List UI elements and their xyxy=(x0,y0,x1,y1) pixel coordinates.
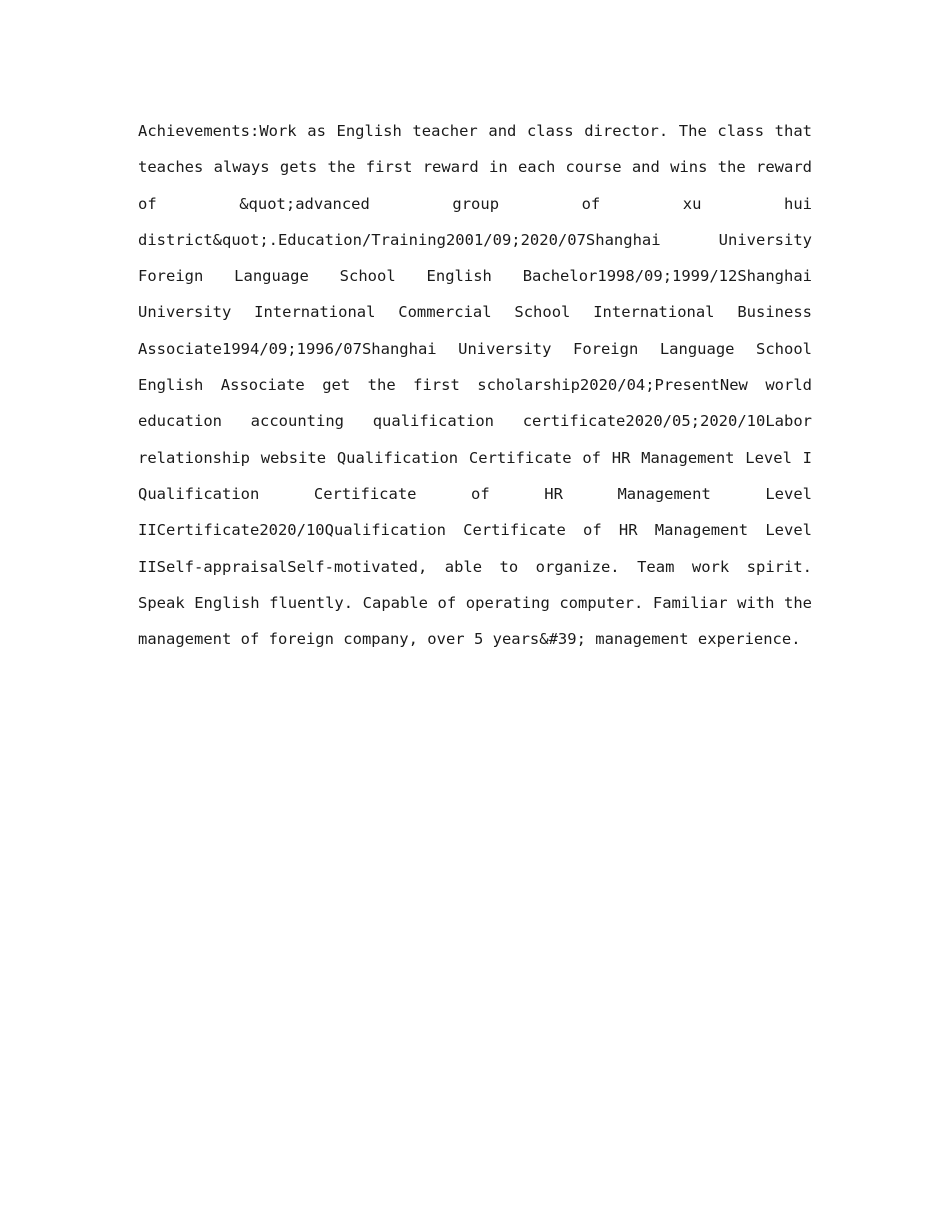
paragraph-line: English Associate get the first scholarship2020/04;PresentNew world xyxy=(138,376,812,395)
paragraph-line: Qualification Certificate of HR Management Level xyxy=(138,484,812,503)
paragraph-line: Speak English fluently. Capable of operating computer. Familiar with the xyxy=(138,593,812,612)
paragraph-line: Achievements:Work as English teacher and class director. The class that xyxy=(138,122,812,140)
paragraph-line: University International Commercial School International Business xyxy=(138,303,812,322)
body-paragraph xyxy=(138,113,812,657)
paragraph-line: Foreign Language School English Bachelor1998/09;1999/12Shanghai xyxy=(138,267,812,286)
paragraph-line: relationship website Qualification Certificate of HR Management Level I xyxy=(138,448,812,467)
paragraph-line: IICertificate2020/10Qualification Certificate of HR Management Level xyxy=(138,521,812,540)
paragraph-line: IISelf-appraisalSelf-motivated, able to organize. Team work spirit. xyxy=(138,557,812,576)
paragraph-line: Associate1994/09;1996/07Shanghai University Foreign Language School xyxy=(138,339,812,358)
paragraph-line: teaches always gets the first reward in each course and wins the reward xyxy=(138,158,812,177)
paragraph-line: district&quot;.Education/Training2001/09;2020/07Shanghai University xyxy=(138,230,812,249)
paragraph-line: of &quot;advanced group of xu hui xyxy=(138,194,812,213)
paragraph-line: management of foreign company, over 5 years&#39; management experience. xyxy=(138,630,801,649)
paragraph-line: education accounting qualification certificate2020/05;2020/10Labor xyxy=(138,412,812,431)
